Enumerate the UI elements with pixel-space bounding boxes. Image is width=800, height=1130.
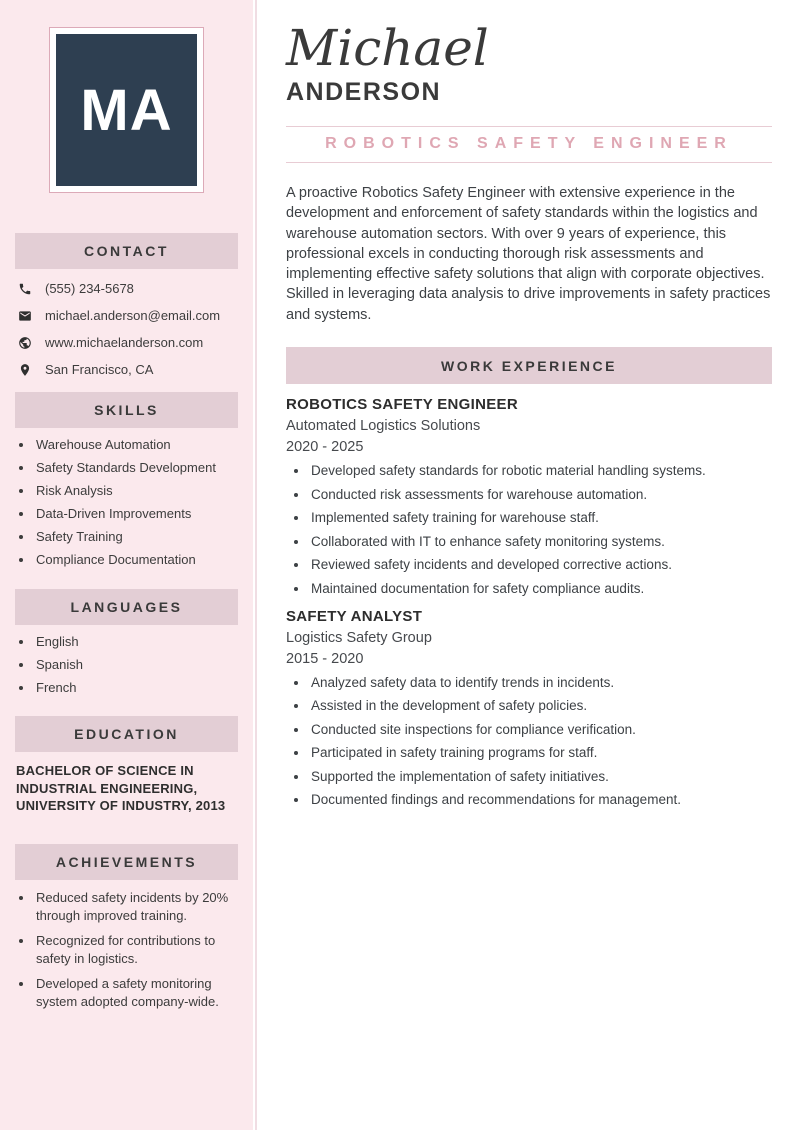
achievement-item: • Developed a safety monitoring system adopted company-wide.: [34, 975, 253, 1011]
job-entry: [286, 396, 772, 596]
job-bullet: • Developed safety standards for robotic material handling systems.: [309, 464, 772, 478]
achievement-item: • Reduced safety incidents by 20% through improved training.: [34, 889, 253, 925]
job-title: SAFETY ANALYST: [286, 607, 423, 625]
skill-item: • Compliance Documentation: [34, 552, 253, 568]
monogram-frame: [49, 27, 204, 193]
last-name: ANDERSON: [286, 78, 442, 106]
language-item: • French: [34, 680, 253, 696]
work-experience-heading: WORK EXPERIENCE: [286, 347, 772, 384]
skill-item: • Safety Training: [34, 529, 253, 545]
job-bullet: • Conducted site inspections for compliance verification.: [309, 723, 772, 737]
job-bullet: • Assisted in the development of safety policies.: [309, 699, 772, 713]
job-bullet: • Maintained documentation for safety compliance audits.: [309, 582, 772, 596]
job-bullet-list: [286, 676, 772, 808]
location-icon: [18, 363, 32, 377]
skills-section-heading: SKILLS: [15, 392, 238, 428]
header-rule-bottom: [286, 162, 772, 163]
skill-item: • Data-Driven Improvements: [34, 506, 253, 522]
achievement-item: • Recognized for contributions to safety in logistics.: [34, 932, 253, 968]
languages-list: [0, 634, 253, 696]
achievements-list: [0, 889, 253, 1011]
contact-email-text: michael.anderson@email.com: [45, 308, 221, 323]
contact-item-location: [18, 362, 239, 377]
column-divider: [255, 0, 257, 1130]
skill-item: • Safety Standards Development: [34, 460, 253, 476]
job-bullet-list: [286, 464, 772, 596]
first-name: Michael: [286, 19, 489, 77]
job-title: ROBOTICS SAFETY ENGINEER: [286, 396, 518, 414]
job-dates: 2020 - 2025: [286, 439, 364, 456]
monogram-initials: MA: [80, 77, 173, 143]
skills-list: [0, 437, 253, 568]
job-entry: [286, 608, 772, 808]
job-bullet: • Analyzed safety data to identify trends in incidents.: [309, 676, 772, 690]
job-bullet: • Conducted risk assessments for warehouse automation.: [309, 488, 772, 502]
language-item: • Spanish: [34, 657, 253, 673]
sidebar: [0, 0, 253, 1130]
monogram-box: [56, 34, 197, 186]
education-degree: BACHELOR OF SCIENCE IN INDUSTRIAL ENGINEERING, UNIVERSITY OF INDUSTRY, 2013: [16, 763, 226, 813]
email-icon: [18, 309, 32, 323]
phone-icon: [18, 282, 32, 296]
job-bullet: • Documented findings and recommendations for management.: [309, 793, 772, 807]
job-bullet: • Implemented safety training for warehouse staff.: [309, 511, 772, 525]
contact-section-heading: CONTACT: [15, 233, 238, 269]
languages-section-heading: LANGUAGES: [15, 589, 238, 625]
education-section-heading: EDUCATION: [15, 716, 238, 752]
job-dates: 2015 - 2020: [286, 650, 364, 667]
job-company: Automated Logistics Solutions: [286, 418, 481, 435]
contact-item-email: [18, 308, 239, 323]
skill-item: • Risk Analysis: [34, 483, 253, 499]
job-bullet: • Participated in safety training programs for staff.: [309, 746, 772, 760]
contact-item-website: [18, 335, 239, 350]
contact-phone-text: (555) 234-5678: [45, 281, 134, 296]
job-bullet: • Supported the implementation of safety initiatives.: [309, 770, 772, 784]
contact-item-phone: [18, 281, 239, 296]
contact-location-text: San Francisco, CA: [45, 362, 154, 377]
job-bullet: • Reviewed safety incidents and developed corrective actions.: [309, 558, 772, 572]
achievements-section-heading: ACHIEVEMENTS: [15, 844, 238, 880]
contact-list: [0, 269, 253, 377]
language-item: • English: [34, 634, 253, 650]
contact-website-text: www.michaelanderson.com: [45, 335, 204, 350]
main-column: [286, 0, 772, 817]
headline-job-title: ROBOTICS SAFETY ENGINEER: [325, 135, 733, 152]
job-company: Logistics Safety Group: [286, 629, 432, 646]
skill-item: • Warehouse Automation: [34, 437, 253, 453]
job-bullet: • Collaborated with IT to enhance safety monitoring systems.: [309, 535, 772, 549]
globe-icon: [18, 336, 32, 350]
professional-summary: A proactive Robotics Safety Engineer with extensive experience in the development and enforcement of safety standards within the logistics and warehouse automation sectors. With over 9 years of experience, this professional excels in conducting thorough risk assessments and implementing effective safety solutions that align with corporate objectives. Skilled in leveraging data analysis to drive improvements in safety practices and systems.: [286, 185, 771, 323]
